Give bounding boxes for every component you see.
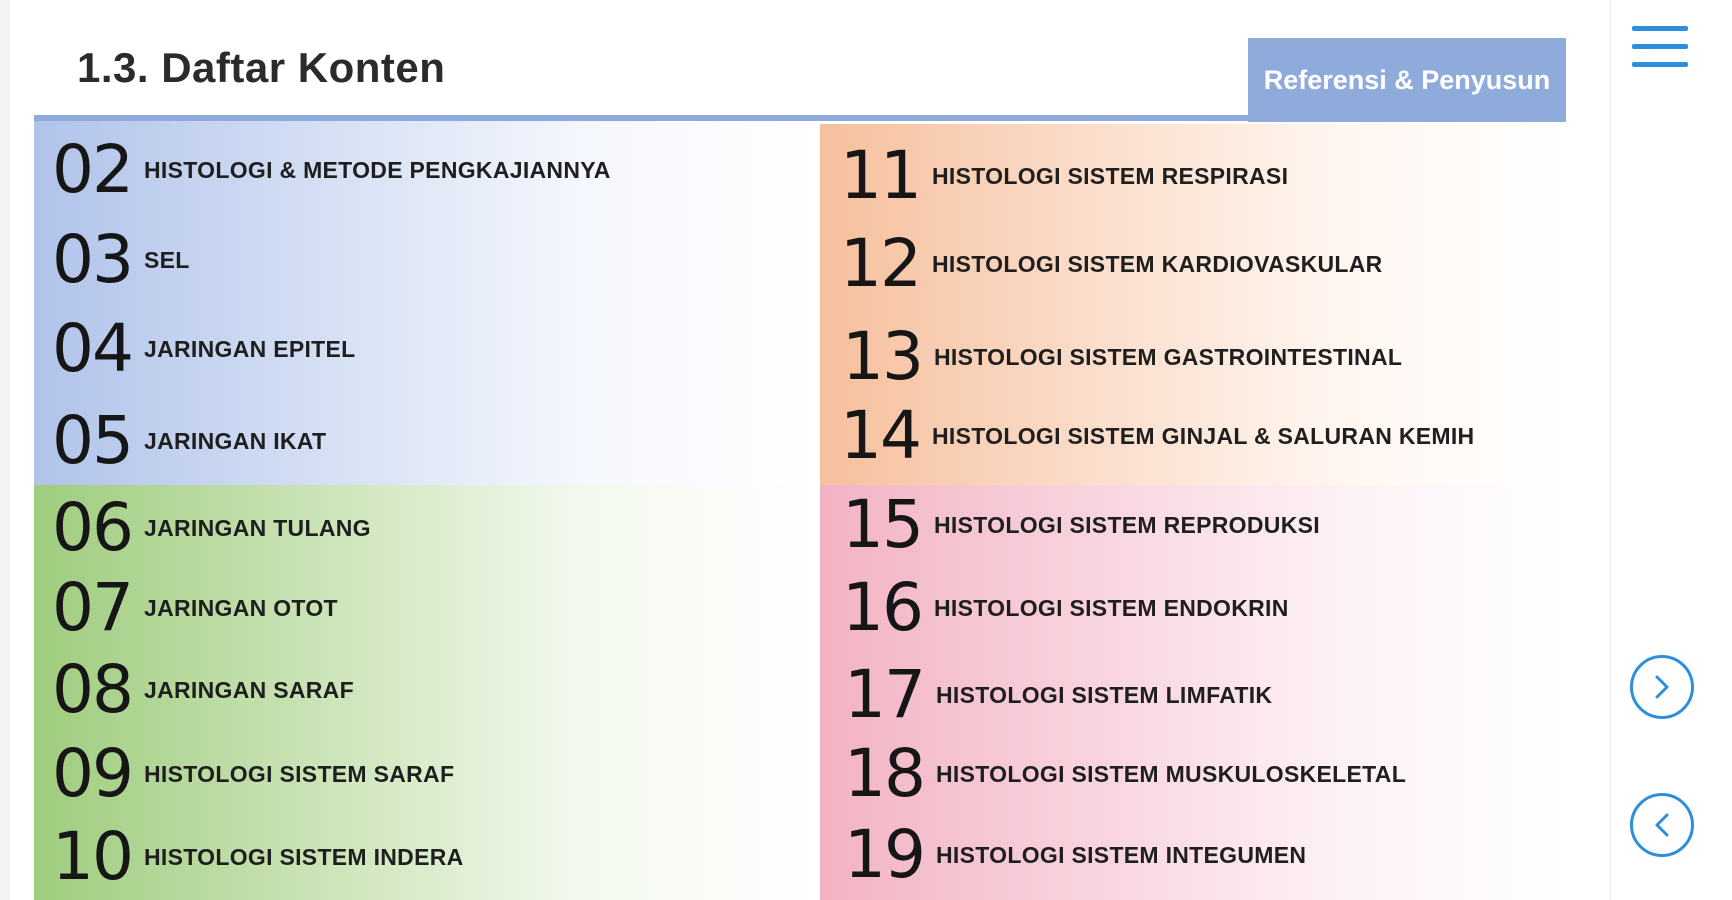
item-number: 06 bbox=[52, 489, 132, 566]
item-number: 07 bbox=[52, 569, 132, 646]
content-item-03[interactable] bbox=[52, 221, 190, 298]
item-title: HISTOLOGI SISTEM GASTROINTESTINAL bbox=[934, 343, 1403, 370]
content-item-08[interactable] bbox=[52, 651, 354, 728]
previous-page-button[interactable] bbox=[1630, 793, 1694, 857]
content-item-14[interactable] bbox=[840, 397, 1475, 474]
content-item-18[interactable] bbox=[844, 735, 1407, 812]
menu-bar-bottom bbox=[1632, 62, 1688, 67]
item-number: 09 bbox=[52, 735, 132, 812]
item-number: 15 bbox=[842, 486, 922, 563]
menu-bar-middle bbox=[1632, 44, 1688, 49]
chevron-left-icon bbox=[1647, 810, 1677, 840]
hamburger-menu-icon[interactable] bbox=[1632, 26, 1688, 74]
item-title: HISTOLOGI SISTEM SARAF bbox=[144, 760, 455, 787]
content-item-13[interactable] bbox=[842, 318, 1403, 395]
item-title: HISTOLOGI SISTEM LIMFATIK bbox=[936, 681, 1273, 708]
content-item-11[interactable] bbox=[840, 137, 1289, 214]
item-number: 19 bbox=[844, 816, 924, 893]
content-item-15[interactable] bbox=[842, 486, 1320, 563]
next-page-button[interactable] bbox=[1630, 655, 1694, 719]
content-item-09[interactable] bbox=[52, 735, 455, 812]
item-number: 08 bbox=[52, 651, 132, 728]
page-title: 1.3. Daftar Konten bbox=[77, 44, 446, 91]
item-number: 10 bbox=[52, 818, 132, 895]
item-title: JARINGAN TULANG bbox=[144, 514, 371, 541]
item-number: 13 bbox=[842, 318, 922, 395]
content-item-12[interactable] bbox=[840, 225, 1383, 302]
item-title: HISTOLOGI SISTEM INTEGUMEN bbox=[936, 841, 1307, 868]
item-title: HISTOLOGI SISTEM INDERA bbox=[144, 843, 464, 870]
content-page bbox=[10, 0, 1610, 900]
item-number: 14 bbox=[840, 397, 920, 474]
references-authors-button[interactable]: Referensi & Penyusun bbox=[1248, 38, 1566, 122]
content-item-04[interactable] bbox=[52, 310, 356, 387]
item-number: 03 bbox=[52, 221, 132, 298]
item-title: SEL bbox=[144, 246, 190, 273]
item-number: 16 bbox=[842, 569, 922, 646]
item-number: 04 bbox=[52, 310, 132, 387]
item-title: JARINGAN EPITEL bbox=[144, 335, 356, 362]
navigation-sidebar bbox=[1610, 0, 1732, 900]
content-item-17[interactable] bbox=[844, 656, 1273, 733]
item-number: 12 bbox=[840, 225, 920, 302]
item-title: JARINGAN IKAT bbox=[144, 427, 327, 454]
item-title: HISTOLOGI SISTEM ENDOKRIN bbox=[934, 594, 1289, 621]
item-number: 05 bbox=[52, 402, 132, 479]
left-margin bbox=[0, 0, 10, 900]
menu-bar-top bbox=[1632, 26, 1688, 31]
chevron-right-icon bbox=[1647, 672, 1677, 702]
item-number: 17 bbox=[844, 656, 924, 733]
content-item-16[interactable] bbox=[842, 569, 1289, 646]
content-item-05[interactable] bbox=[52, 402, 327, 479]
content-item-19[interactable] bbox=[844, 816, 1307, 893]
item-title: HISTOLOGI SISTEM REPRODUKSI bbox=[934, 511, 1320, 538]
item-title: HISTOLOGI & METODE PENGKAJIANNYA bbox=[144, 156, 611, 183]
content-item-10[interactable] bbox=[52, 818, 464, 895]
item-title: JARINGAN OTOT bbox=[144, 594, 338, 621]
item-title: HISTOLOGI SISTEM MUSKULOSKELETAL bbox=[936, 760, 1407, 787]
item-number: 18 bbox=[844, 735, 924, 812]
item-title: HISTOLOGI SISTEM KARDIOVASKULAR bbox=[932, 250, 1383, 277]
item-title: HISTOLOGI SISTEM GINJAL & SALURAN KEMIH bbox=[932, 422, 1475, 449]
item-number: 11 bbox=[840, 137, 920, 214]
content-item-02[interactable] bbox=[52, 131, 611, 208]
item-number: 02 bbox=[52, 131, 132, 208]
item-title: JARINGAN SARAF bbox=[144, 676, 354, 703]
item-title: HISTOLOGI SISTEM RESPIRASI bbox=[932, 162, 1289, 189]
content-item-07[interactable] bbox=[52, 569, 338, 646]
content-item-06[interactable] bbox=[52, 489, 371, 566]
